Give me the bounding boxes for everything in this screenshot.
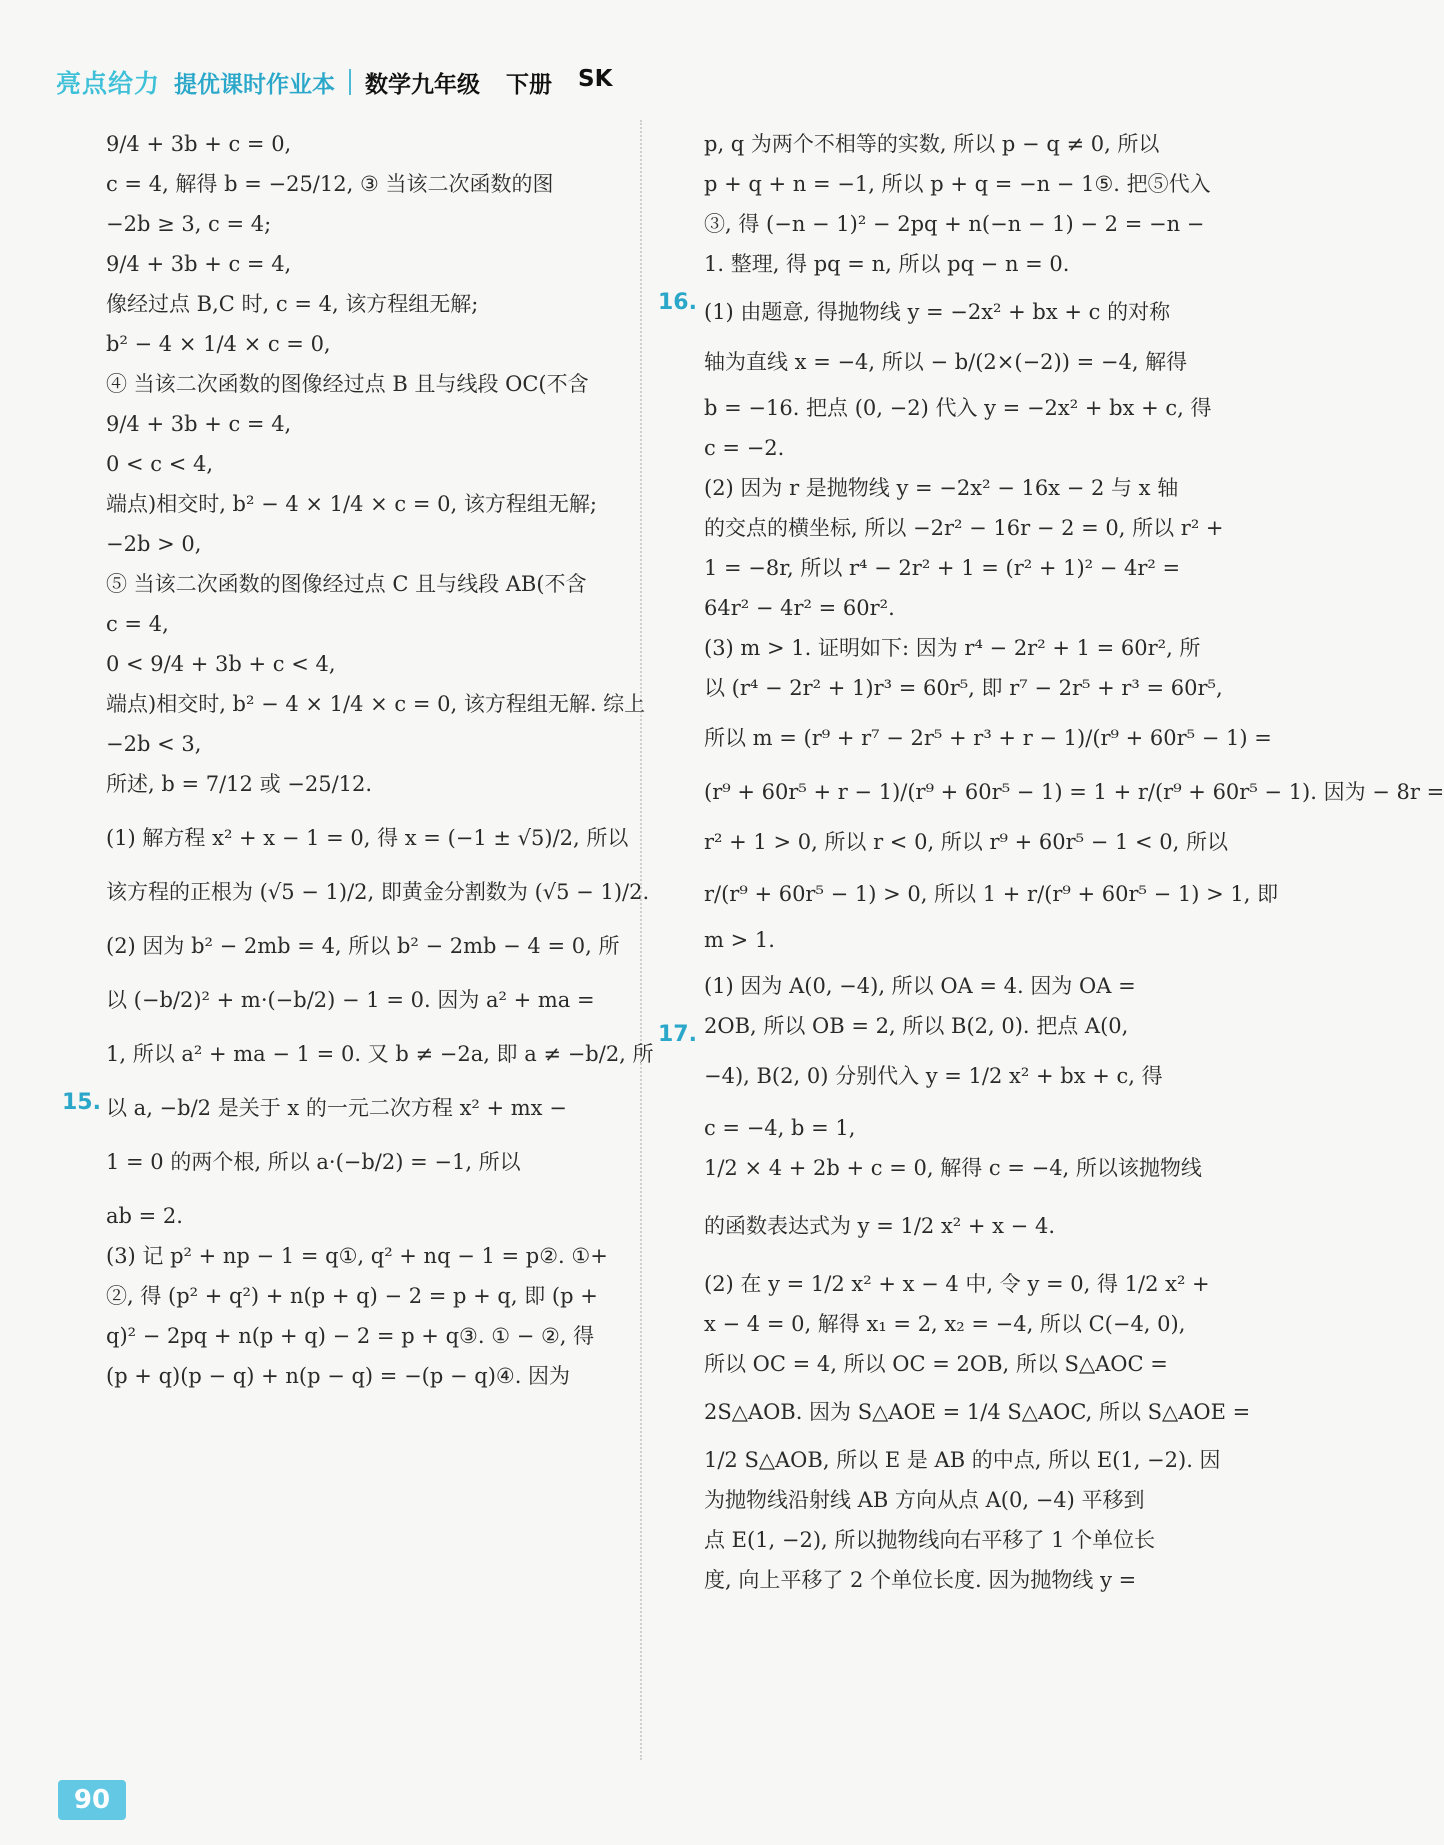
text-line: −2b > 0, — [106, 532, 202, 556]
text-line: 点 E(1, −2), 所以抛物线向右平移了 1 个单位长 — [704, 1528, 1156, 1552]
subject: 数学九年级 — [365, 71, 481, 98]
text-line: (1) 因为 A(0, −4), 所以 OA = 4. 因为 OA = — [704, 974, 1136, 998]
text-line: m > 1. — [704, 928, 775, 952]
text-line: c = −2. — [704, 436, 785, 460]
text-line: 64r² − 4r² = 60r². — [704, 596, 895, 620]
text-line: 1, 所以 a² + ma − 1 = 0. 又 b ≠ −2a, 即 a ≠ −b/2, 所 — [106, 1042, 654, 1066]
text-line: 1 = −8r, 所以 r⁴ − 2r² + 1 = (r² + 1)² − 4r² = — [704, 556, 1181, 580]
text-line: ④ 当该二次函数的图像经过点 B 且与线段 OC(不含 — [106, 372, 589, 396]
text-line: 以 (−b/2)² + m·(−b/2) − 1 = 0. 因为 a² + ma = — [106, 988, 595, 1012]
text-line: 度, 向上平移了 2 个单位长度. 因为抛物线 y = — [704, 1568, 1137, 1592]
text-line: 为抛物线沿射线 AB 方向从点 A(0, −4) 平移到 — [704, 1488, 1145, 1512]
text-line: 2OB, 所以 OB = 2, 所以 B(2, 0). 把点 A(0, — [704, 1014, 1129, 1038]
text-line: (2) 因为 b² − 2mb = 4, 所以 b² − 2mb − 4 = 0, 所 — [106, 934, 620, 958]
question-number-15: 15. — [62, 1090, 101, 1115]
text-line: c = 4, — [106, 612, 169, 636]
book-info — [365, 66, 612, 99]
text-line: 0 < c < 4, — [106, 452, 214, 476]
text-line: 9/4 + 3b + c = 0, — [106, 132, 292, 156]
text-line: 1 = 0 的两个根, 所以 a·(−b/2) = −1, 所以 — [106, 1150, 521, 1174]
text-line: 所以 m = (r⁹ + r⁷ − 2r⁵ + r³ + r − 1)/(r⁹ + 60r⁵ − 1) = — [704, 726, 1272, 750]
text-line: (3) 记 p² + np − 1 = q①, q² + nq − 1 = p②. ①+ — [106, 1244, 608, 1268]
text-line: −4), B(2, 0) 分别代入 y = 1/2 x² + bx + c, 得 — [704, 1064, 1163, 1088]
text-line: 2S△AOB. 因为 S△AOE = 1/4 S△AOC, 所以 S△AOE = — [704, 1400, 1251, 1424]
text-line: 端点)相交时, b² − 4 × 1/4 × c = 0, 该方程组无解; — [106, 492, 597, 516]
header-divider — [349, 69, 351, 95]
series-title: 提优课时作业本 — [174, 71, 336, 98]
text-line: 以 a, −b/2 是关于 x 的一元二次方程 x² + mx − — [106, 1096, 567, 1120]
text-line: (2) 因为 r 是抛物线 y = −2x² − 16x − 2 与 x 轴 — [704, 476, 1179, 500]
text-line: (p + q)(p − q) + n(p − q) = −(p − q)④. 因为 — [106, 1364, 571, 1388]
text-line: ②, 得 (p² + q²) + n(p + q) − 2 = p + q, 即 (p + — [106, 1284, 598, 1308]
text-line: 所以 OC = 4, 所以 OC = 2OB, 所以 S△AOC = — [704, 1352, 1168, 1376]
question-number-17: 17. — [658, 1022, 697, 1047]
header — [56, 62, 612, 102]
column-divider — [640, 120, 642, 1760]
text-line: 1/2 × 4 + 2b + c = 0, 解得 c = −4, 所以该抛物线 — [704, 1156, 1202, 1180]
text-line: c = 4, 解得 b = −25/12, ③ 当该二次函数的图 — [106, 172, 554, 196]
text-line: 1/2 S△AOB, 所以 E 是 AB 的中点, 所以 E(1, −2). 因 — [704, 1448, 1221, 1472]
text-line: q)² − 2pq + n(p + q) − 2 = p + q③. ① − ②, 得 — [106, 1324, 595, 1348]
text-line: b² − 4 × 1/4 × c = 0, — [106, 332, 331, 356]
text-line: c = −4, b = 1, — [704, 1116, 856, 1140]
text-line: −2b < 3, — [106, 732, 202, 756]
text-line: ③, 得 (−n − 1)² − 2pq + n(−n − 1) − 2 = −n − — [704, 212, 1205, 236]
text-line: 端点)相交时, b² − 4 × 1/4 × c = 0, 该方程组无解. 综上 — [106, 692, 646, 716]
text-line: 轴为直线 x = −4, 所以 − b/(2×(−2)) = −4, 解得 — [704, 350, 1188, 374]
text-line: (1) 由题意, 得抛物线 y = −2x² + bx + c 的对称 — [704, 300, 1171, 324]
text-line: (r⁹ + 60r⁵ + r − 1)/(r⁹ + 60r⁵ − 1) = 1 + r/(r⁹ + 60r⁵ − 1). 因为 − 8r = — [704, 780, 1444, 804]
text-line: p + q + n = −1, 所以 p + q = −n − 1⑤. 把⑤代入 — [704, 172, 1211, 196]
question-number-16: 16. — [658, 290, 697, 315]
text-line: ⑤ 当该二次函数的图像经过点 C 且与线段 AB(不含 — [106, 572, 587, 596]
brand-logo: 亮点给力 — [56, 69, 161, 98]
text-line: b = −16. 把点 (0, −2) 代入 y = −2x² + bx + c, 得 — [704, 396, 1212, 420]
page-number: 90 — [58, 1780, 126, 1820]
text-line: 像经过点 B,C 时, c = 4, 该方程组无解; — [106, 292, 479, 316]
text-line: x − 4 = 0, 解得 x₁ = 2, x₂ = −4, 所以 C(−4, 0), — [704, 1312, 1186, 1336]
text-line: 以 (r⁴ − 2r² + 1)r³ = 60r⁵, 即 r⁷ − 2r⁵ + r³ = 60r⁵, — [704, 676, 1223, 700]
text-line: (3) m > 1. 证明如下: 因为 r⁴ − 2r² + 1 = 60r², 所 — [704, 636, 1201, 660]
text-line: 9/4 + 3b + c = 4, — [106, 252, 292, 276]
right-column — [704, 124, 1444, 1600]
text-line: 1. 整理, 得 pq = n, 所以 pq − n = 0. — [704, 252, 1070, 276]
text-line: (2) 在 y = 1/2 x² + x − 4 中, 令 y = 0, 得 1/2 x² + — [704, 1272, 1210, 1296]
text-line: p, q 为两个不相等的实数, 所以 p − q ≠ 0, 所以 — [704, 132, 1160, 156]
volume: 下册 — [506, 71, 553, 98]
text-line: 的交点的横坐标, 所以 −2r² − 16r − 2 = 0, 所以 r² + — [704, 516, 1224, 540]
text-line: r/(r⁹ + 60r⁵ − 1) > 0, 所以 1 + r/(r⁹ + 60r⁵ − 1) > 1, 即 — [704, 882, 1279, 906]
text-line: ab = 2. — [106, 1204, 183, 1228]
text-line: 所述, b = 7/12 或 −25/12. — [106, 772, 373, 796]
text-line: 的函数表达式为 y = 1/2 x² + x − 4. — [704, 1214, 1055, 1238]
text-line: 0 < 9/4 + 3b + c < 4, — [106, 652, 336, 676]
text-line: r² + 1 > 0, 所以 r < 0, 所以 r⁹ + 60r⁵ − 1 < 0, 所以 — [704, 830, 1229, 854]
edition: SK — [578, 65, 613, 92]
text-line: 9/4 + 3b + c = 4, — [106, 412, 292, 436]
text-line: −2b ≥ 3, c = 4; — [106, 212, 272, 236]
text-line: 该方程的正根为 (√5 − 1)/2, 即黄金分割数为 (√5 − 1)/2. — [106, 880, 650, 904]
left-column — [106, 124, 654, 1396]
text-line: (1) 解方程 x² + x − 1 = 0, 得 x = (−1 ± √5)/2, 所以 — [106, 826, 629, 850]
